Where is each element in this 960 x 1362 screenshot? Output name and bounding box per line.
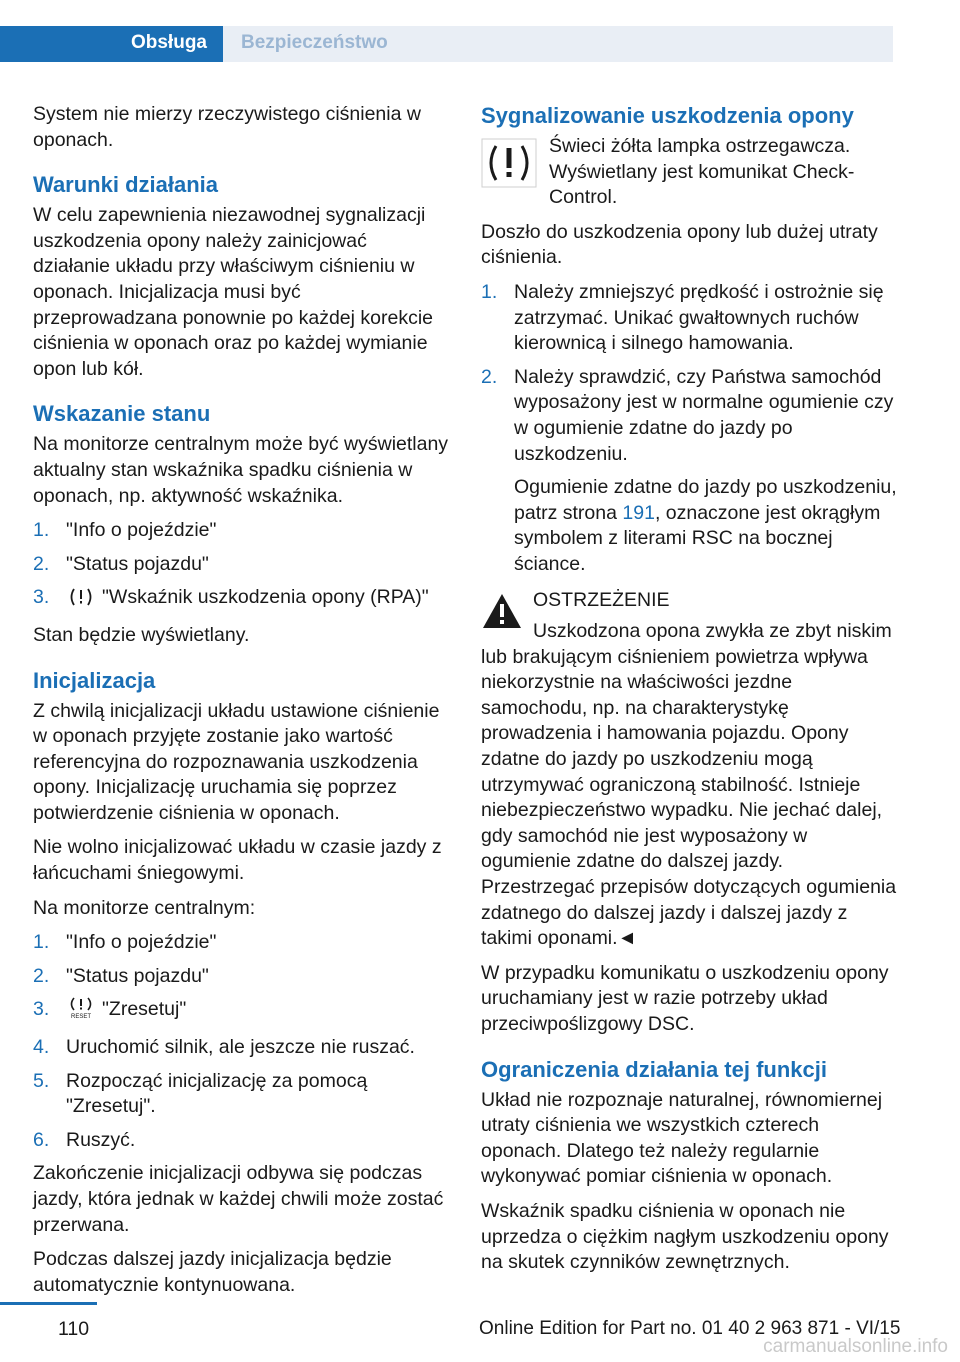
warning-lamp-block <box>481 134 897 211</box>
warning-box <box>481 588 897 952</box>
status-steps-list <box>33 518 449 615</box>
list-item: 2. "Status pojazdu" <box>33 964 209 987</box>
init-paragraph-2: Nie wolno inicjalizować układu w czasie jazdy z łańcuchami śniegowymi. <box>33 836 442 885</box>
end-paragraph-1: Zakończenie inicjalizacji odbywa się podczas jazdy, która jednak w każdej chwili może zostać przerwana. <box>33 1162 444 1236</box>
watermark: carmanualsonline.info <box>763 1336 948 1357</box>
list-item: 2. "Status pojazdu" <box>33 552 209 575</box>
tab-obsluga[interactable]: Obsługa <box>0 26 223 62</box>
init-paragraph-1: Z chwilą inicjalizacji układu ustawione ciśnienie w oponach przyjęte zostanie jako wartość referencyjna do rozpoznawania uszkodzenia opony. Inicjalizację uruchamia się poprzez potwierdzenie ciśnienia w oponach. <box>33 699 440 824</box>
end-paragraph-2: Podczas dalszej jazdy inicjalizacja będzie automatycznie kontynuowana. <box>33 1248 392 1296</box>
page-number: 110 <box>58 1318 90 1340</box>
list-item: 1. "Info o pojeździe" <box>33 519 217 542</box>
reset-icon <box>68 997 94 1027</box>
list-item: 3. "Wskaźnik uszkodzenia opony (RPA)" <box>33 585 449 615</box>
ograniczenia-paragraph-2: Wskaźnik spadku ciśnienia w oponach nie uprzedza o ciężkim nagłym uszkodzeniu opony na skutek czynników zewnętrznych. <box>481 1199 889 1274</box>
init-paragraph-3: Na monitorze centralnym: <box>33 896 256 919</box>
heading-warunki: Warunki działania <box>33 172 219 198</box>
warning-text: Uszkodzona opona zwykła ze zbyt niskim lub brakującym ciśnieniem powietrza wpływa niekorzystnie na właściwości jezdne samochodu, np. na charakterystykę prowadzenia i hamowania pojazdu. Opony zdatne do jazdy po uszkodzeniu mogą utrzymywać ograniczoną stabilność. Istnieje niebezpieczeństwo wypadku. Nie jechać dalej, gdy samochód nie jest wyposażony w ogumienie zdatne do dalszej jazdy. Przestrzegać przepisów dotyczących ogumienia zdatnego do dalszej jazdy i dalszej jazdy z takimi oponami.◄ <box>481 620 897 950</box>
svg-text:RESET: RESET <box>70 1014 92 1020</box>
tire-pressure-warning-icon <box>481 138 537 188</box>
ograniczenia-paragraph-1: Układ nie rozpoznaje naturalnej, równomiernej utraty ciśnienia we wszystkich czterech oponach. Dlatego też należy regularnie wykonywać pomiar ciśnienia w oponach. <box>481 1088 883 1188</box>
heading-ograniczenia: Ograniczenia działania tej funkcji <box>481 1056 827 1082</box>
footer-rule <box>0 1302 97 1305</box>
list-item: 6. Ruszyć. <box>33 1128 136 1151</box>
rsc-note: Ogumienie zdatne do jazdy po uszkodzeniu, patrz strona 191, oznaczone jest okrągłym symbolem z literami RSC na bocznej ściance. <box>514 476 897 575</box>
list-item: 4. Uruchomić silnik, ale jeszcze nie ruszać. <box>33 1036 415 1059</box>
warning-triangle-icon <box>481 592 523 630</box>
list-item: 3. RESET "Zresetuj" <box>33 997 449 1027</box>
tire-warning-icon <box>68 587 94 615</box>
heading-sygnalizowanie: Sygnalizowanie uszkodzenia opony <box>481 103 854 128</box>
lampka-paragraph: Świeci żółta lampka ostrzegawcza. Wyświetlany jest komunikat Check-Control. <box>549 135 855 209</box>
intro-paragraph: System nie mierzy rzeczywistego ciśnienia w oponach. <box>33 103 421 151</box>
damage-steps-list <box>481 280 897 578</box>
page-link[interactable]: 191 <box>622 501 655 524</box>
list-item: 5. Rozpocząć inicjalizację za pomocą "Zresetuj". <box>33 1069 368 1118</box>
header-tabs <box>0 26 893 62</box>
list-item: 1. "Info o pojeździe" <box>33 931 217 954</box>
list-item: 1. Należy zmniejszyć prędkość i ostrożnie się zatrzymać. Unikać gwałtownych ruchów kierownicą i silnego hamowania. <box>481 280 884 355</box>
list-item: 2. Należy sprawdzić, czy Państwa samochód wyposażony jest w normalne ogumienie czy w ogumienie zdatne do jazdy po uszkodzeniu. Ogumienie zdatne do jazdy po uszkodzeniu, patrz strona 191, oznaczone jest okrągłym symbolem z literami RSC na bocznej ściance. <box>481 365 897 578</box>
stan-paragraph: Stan będzie wyświetlany. <box>33 623 250 646</box>
heading-wskazanie: Wskazanie stanu <box>33 401 211 427</box>
left-column <box>33 102 449 1307</box>
heading-inicjalizacja: Inicjalizacja <box>33 667 156 693</box>
dsc-paragraph: W przypadku komunikatu o uszkodzeniu opony uruchamiany jest w razie potrzeby układ przeciwpoślizgowy DSC. <box>481 961 889 1035</box>
warunki-paragraph: W celu zapewnienia niezawodnej sygnalizacji uszkodzenia opony należy zainicjować działanie układu przy właściwym ciśnieniu w oponach. Inicjalizacja musi być przeprowadzana ponownie po każdej korekcie ciśnienia w oponach oraz po każdej wymianie opon lub kół. <box>33 204 433 380</box>
right-column <box>481 102 897 1285</box>
init-steps-list <box>33 930 449 1153</box>
tab-bezpieczenstwo[interactable]: Bezpieczeństwo <box>223 26 893 62</box>
wskazanie-paragraph: Na monitorze centralnym może być wyświetlany aktualny stan wskaźnika spadku ciśnienia w oponach, np. aktywność wskaźnika. <box>33 433 449 507</box>
edition-footer: Online Edition for Part no. 01 40 2 963 871 - VI/15 <box>479 1318 901 1339</box>
warning-title: OSTRZEŻENIE <box>533 588 670 611</box>
doszlo-paragraph: Doszło do uszkodzenia opony lub dużej utraty ciśnienia. <box>481 220 878 269</box>
